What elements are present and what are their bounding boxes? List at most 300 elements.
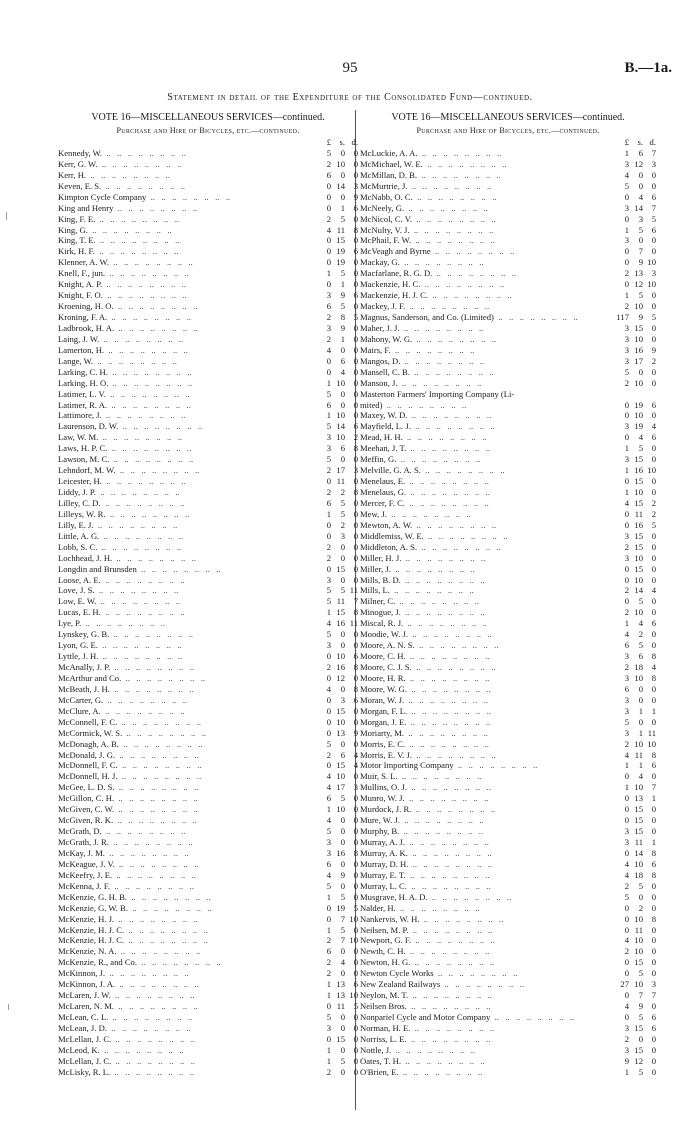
- shillings-value: 5: [638, 596, 643, 607]
- pounds-value: 0: [624, 519, 629, 530]
- pounds-value: 3: [624, 333, 629, 344]
- pounds-value: 4: [326, 771, 331, 782]
- pence-value: 4: [651, 662, 656, 672]
- shillings-value: 16: [336, 662, 345, 672]
- payee-name: McLellan, J. C. ..: [58, 1056, 312, 1067]
- table-row: [360, 564, 656, 575]
- payee-name: Maxey, W. D. ..: [360, 410, 610, 421]
- table-row: [360, 214, 656, 225]
- amount: [610, 662, 656, 673]
- pence-value: 10: [349, 990, 358, 1001]
- pounds-value: 2: [326, 1066, 331, 1077]
- table-row: [58, 323, 358, 334]
- pence-value: 0: [353, 169, 358, 180]
- table-row: [360, 257, 656, 268]
- pence-value: [643, 389, 656, 400]
- table-row: [58, 389, 358, 400]
- shillings-value: 15: [634, 530, 643, 541]
- amount: [610, 454, 656, 465]
- amount: [312, 400, 358, 411]
- payee-name: McLean, J. D. ..: [58, 1023, 312, 1034]
- table-row: [58, 509, 358, 520]
- shillings-value: 0: [340, 1022, 345, 1033]
- shillings-value: 0: [340, 738, 345, 749]
- shillings-value: 15: [336, 705, 345, 716]
- payee-name: Larking, H. O. ..: [58, 378, 312, 389]
- shillings-value: 0: [340, 344, 345, 355]
- amount: [610, 804, 656, 815]
- shillings-value: 0: [340, 683, 345, 694]
- pounds-value: 1: [624, 487, 629, 497]
- shillings-value: 15: [634, 826, 643, 837]
- pounds-value: 0: [326, 476, 331, 487]
- shillings-value: 16: [634, 519, 643, 530]
- amount: [610, 520, 656, 531]
- payee-name: Lobb, S. C. ..: [58, 542, 312, 553]
- shillings-value: 0: [340, 815, 345, 826]
- pence-value: 0: [353, 410, 358, 421]
- pence-value: 0: [651, 946, 656, 957]
- pence-value: 0: [651, 366, 656, 377]
- payee-name: McGillon, C. H. ..: [58, 793, 312, 804]
- table-row: [360, 717, 656, 728]
- amount: [312, 804, 358, 815]
- amount: [610, 935, 656, 946]
- pence-value: 0: [353, 858, 358, 869]
- table-row: [58, 367, 358, 378]
- table-row: [58, 564, 358, 575]
- shillings-value: 0: [340, 837, 345, 847]
- pounds-value: 0: [624, 563, 629, 574]
- pence-value: 0: [353, 322, 358, 333]
- table-row: [360, 739, 656, 750]
- payee-name: Latimer, L. V. ..: [58, 389, 312, 400]
- page-number: 95: [342, 60, 358, 76]
- payee-name: Oates, T. H. ..: [360, 1056, 610, 1067]
- amount: [610, 618, 656, 629]
- pence-value: 0: [651, 607, 656, 618]
- shillings-value: 15: [634, 322, 643, 333]
- pence-value: 3: [353, 782, 358, 793]
- payee-name: McNicol, C. V. ..: [360, 214, 610, 225]
- pence-value: 0: [353, 957, 358, 968]
- table-row: [58, 553, 358, 564]
- payee-name: Mackay, G. ..: [360, 257, 610, 268]
- shillings-value: 5: [638, 224, 643, 235]
- shillings-value: 7: [638, 990, 643, 1001]
- pounds-value: 6: [326, 301, 331, 312]
- pounds-value: 0: [326, 366, 331, 377]
- table-row: [58, 771, 358, 782]
- amount: [312, 268, 358, 279]
- table-row: [58, 476, 358, 487]
- pounds-value: 4: [624, 169, 629, 180]
- amount: [610, 410, 656, 421]
- pence-value: 0: [651, 1033, 656, 1044]
- pence-value: 0: [651, 1066, 656, 1077]
- shillings-value: 9: [340, 869, 345, 880]
- amount: [312, 225, 358, 236]
- shillings-value: 13: [634, 793, 643, 804]
- shillings-value: 14: [634, 847, 643, 858]
- amount: [312, 673, 358, 684]
- payee-name: Motor Importing Company ..: [360, 760, 610, 771]
- pounds-value: 3: [326, 837, 331, 847]
- shillings-value: 5: [340, 793, 345, 804]
- shillings-value: 10: [634, 607, 643, 618]
- shillings-value: 6: [340, 749, 345, 760]
- pence-value: 8: [651, 847, 656, 858]
- table-row: [58, 946, 358, 957]
- table-row: [58, 673, 358, 684]
- table-row: [360, 750, 656, 761]
- pence-value: 4: [353, 749, 358, 760]
- payee-name: Moodie, W. J. ..: [360, 629, 610, 640]
- shillings-value: 4: [638, 191, 643, 202]
- table-row: [58, 148, 358, 159]
- table-row: [360, 968, 656, 979]
- pence-value: 0: [353, 377, 358, 388]
- pence-value: 0: [353, 257, 358, 268]
- pounds-header: £: [624, 137, 629, 147]
- payee-name: Larking, C. H. ..: [58, 367, 312, 378]
- shillings-value: 0: [340, 541, 345, 552]
- shillings-value: 1: [638, 705, 643, 716]
- amount: [312, 848, 358, 859]
- pounds-value: 5: [624, 180, 629, 191]
- pence-value: 3: [353, 465, 358, 476]
- pence-value: 0: [651, 180, 656, 191]
- payee-name: Laws, H. P. C. ..: [58, 443, 312, 454]
- payee-name: King, F. E. ..: [58, 214, 312, 225]
- shillings-value: 5: [340, 1055, 345, 1066]
- pounds-value: 1: [326, 990, 331, 1001]
- payee-name: Lattimore, J. ..: [58, 410, 312, 421]
- table-row: [58, 487, 358, 498]
- amount: [312, 465, 358, 476]
- payee-name: Meffin, G. ..: [360, 454, 610, 465]
- pence-value: 10: [647, 465, 656, 476]
- amount: [312, 214, 358, 225]
- pounds-value: 1: [624, 290, 629, 301]
- pounds-value: 3: [624, 322, 629, 333]
- amount: [312, 935, 358, 946]
- shillings-value: 19: [336, 257, 345, 268]
- pounds-value: 3: [326, 1022, 331, 1033]
- table-row: [58, 400, 358, 411]
- pence-value: 0: [353, 508, 358, 519]
- shillings-value: 7: [638, 246, 643, 257]
- pounds-value: 0: [624, 793, 629, 804]
- shillings-value: 4: [638, 618, 643, 629]
- shillings-value: 0: [340, 191, 345, 202]
- payee-name: Menelaus, E. ..: [360, 476, 610, 487]
- amount: [610, 246, 656, 257]
- table-row: [58, 684, 358, 695]
- payee-name: McMichael, W. E. ..: [360, 159, 610, 170]
- payee-name: McGee, L. D. S. ..: [58, 782, 312, 793]
- pence-value: 8: [353, 662, 358, 672]
- amount: [312, 520, 358, 531]
- pence-value: 6: [353, 290, 358, 301]
- pounds-value: 2: [326, 465, 331, 476]
- shillings-value: 15: [336, 760, 345, 771]
- payee-name: Kroning, F. A. ..: [58, 312, 312, 323]
- amount: [312, 476, 358, 487]
- table-row: [58, 1034, 358, 1045]
- table-row: [360, 640, 656, 651]
- shillings-value: 4: [638, 771, 643, 782]
- pounds-value: 1: [326, 1055, 331, 1066]
- pounds-value: 6: [326, 399, 331, 410]
- pence-value: 0: [353, 301, 358, 312]
- payee-name: Longdin and Brunsden ..: [58, 564, 312, 575]
- amount: [610, 848, 656, 859]
- payee-name: Murray, A. J. ..: [360, 837, 610, 848]
- payee-name: McClure, A. ..: [58, 706, 312, 717]
- shillings-value: 5: [340, 924, 345, 935]
- pounds-value: [610, 389, 629, 400]
- payee-name: Murray, E. T. ..: [360, 870, 610, 881]
- payee-name: Murphy, B. ..: [360, 826, 610, 837]
- shillings-header: s.: [339, 137, 345, 147]
- pence-value: 4: [651, 585, 656, 596]
- pence-value: 0: [651, 935, 656, 946]
- pounds-value: 2: [326, 662, 331, 672]
- payee-name: Newton, H. G. ..: [360, 957, 610, 968]
- pounds-value: 1: [326, 268, 331, 279]
- amount: [610, 750, 656, 761]
- pounds-value: 0: [326, 257, 331, 268]
- payee-name: Liddy, J. P. ..: [58, 487, 312, 498]
- amount: [610, 684, 656, 695]
- payee-name: Mew, J. ..: [360, 509, 610, 520]
- payee-name: Lilley, C. D. ..: [58, 498, 312, 509]
- payee-name: New Zealand Railways ..: [360, 979, 610, 990]
- pence-header: d.: [351, 137, 358, 147]
- payee-name: Minogue, J. ..: [360, 607, 610, 618]
- shillings-value: 12: [634, 158, 643, 169]
- pounds-value: 0: [624, 257, 629, 268]
- shillings-value: 7: [340, 913, 345, 924]
- pounds-value: 0: [326, 246, 331, 257]
- table-row: [58, 345, 358, 356]
- payee-name: McLaren, N. M. ..: [58, 1001, 312, 1012]
- shillings-value: 19: [634, 421, 643, 432]
- pounds-value: 0: [624, 246, 629, 257]
- pounds-value: 3: [326, 432, 331, 443]
- table-row: [58, 859, 358, 870]
- amount: [610, 1023, 656, 1034]
- amount: [312, 618, 358, 629]
- pounds-value: 2: [326, 487, 331, 497]
- pounds-value: 5: [326, 880, 331, 891]
- pounds-value: 0: [624, 847, 629, 858]
- table-row: [58, 498, 358, 509]
- amount: [610, 946, 656, 957]
- pounds-value: 3: [624, 826, 629, 837]
- shillings-value: 5: [340, 213, 345, 224]
- shillings-value: 10: [634, 738, 643, 749]
- pence-value: 0: [651, 410, 656, 421]
- pence-value: 0: [353, 476, 358, 487]
- shillings-value: 15: [336, 563, 345, 574]
- table-row: [360, 203, 656, 214]
- amount: [610, 607, 656, 618]
- table-row: [360, 804, 656, 815]
- pounds-value: 0: [326, 1033, 331, 1044]
- pounds-value: 0: [624, 771, 629, 782]
- amount: [610, 914, 656, 925]
- payee-name: Leicester, H. ..: [58, 476, 312, 487]
- table-row: [58, 159, 358, 170]
- table-row: [58, 531, 358, 542]
- payee-name: Lawson, M. C. ..: [58, 454, 312, 465]
- amount: [610, 596, 656, 607]
- shillings-value: 0: [340, 147, 345, 158]
- payee-name: Manson, J. ..: [360, 378, 610, 389]
- amount: [312, 531, 358, 542]
- pence-value: 0: [651, 902, 656, 913]
- amount: [610, 1067, 656, 1078]
- shillings-value: 11: [634, 837, 643, 847]
- pence-value: 0: [353, 344, 358, 355]
- table-row: [360, 410, 656, 421]
- payee-name: Lynskey, G. B. ..: [58, 629, 312, 640]
- margin-mark: [8, 1004, 9, 1010]
- shillings-value: 10: [634, 946, 643, 957]
- table-row: [58, 706, 358, 717]
- pounds-value: 3: [624, 235, 629, 246]
- pounds-value: 6: [326, 793, 331, 804]
- amount: [312, 148, 358, 159]
- table-row: [360, 367, 656, 378]
- shillings-value: 13: [336, 727, 345, 738]
- pence-value: 0: [353, 815, 358, 826]
- payee-name: Moriarty, M. ..: [360, 728, 610, 739]
- pounds-value: 1: [624, 760, 629, 771]
- pounds-value: 4: [326, 618, 331, 629]
- table-row: [360, 181, 656, 192]
- payee-name: McDonnell, H. J. ..: [58, 771, 312, 782]
- amount: [610, 542, 656, 553]
- table-row: [360, 957, 656, 968]
- payee-name: Low, E. W. ..: [58, 596, 312, 607]
- amount: [610, 432, 656, 443]
- payee-name: McLeod, K. ..: [58, 1045, 312, 1056]
- payee-name: McKenzie, H. J. ..: [58, 914, 312, 925]
- pence-value: 0: [651, 640, 656, 651]
- payee-name: McLisky, R. L. ..: [58, 1067, 312, 1078]
- pence-value: 0: [353, 1033, 358, 1044]
- table-row: [58, 542, 358, 553]
- shillings-value: 3: [340, 530, 345, 541]
- table-row: [360, 1034, 656, 1045]
- payee-name: Morgan, J. E. ..: [360, 717, 610, 728]
- pounds-value: 6: [326, 858, 331, 869]
- pence-value: 9: [651, 344, 656, 355]
- table-row: [58, 1045, 358, 1056]
- table-row: [360, 695, 656, 706]
- payee-name: McKenzie, H. J. C. ..: [58, 935, 312, 946]
- vote-title: VOTE 16—MISCELLANEOUS SERVICES—continued.: [391, 112, 625, 123]
- shillings-value: 0: [340, 169, 345, 180]
- payee-name: Norman, H. E. ..: [360, 1023, 610, 1034]
- table-row: [58, 848, 358, 859]
- amount: [610, 181, 656, 192]
- table-row: [360, 925, 656, 936]
- shillings-value: 10: [634, 552, 643, 563]
- amount: [312, 542, 358, 553]
- shillings-value: 0: [340, 1044, 345, 1055]
- payee-name: McKenna, J. F. ..: [58, 881, 312, 892]
- pence-value: 0: [651, 563, 656, 574]
- pence-value: 0: [353, 563, 358, 574]
- shillings-value: 0: [340, 629, 345, 640]
- table-row: [360, 914, 656, 925]
- amount: [610, 815, 656, 826]
- table-row: [360, 400, 656, 411]
- amount: [610, 170, 656, 181]
- table-row: [58, 214, 358, 225]
- amount: [312, 454, 358, 465]
- payee-name: Mairs, F. ..: [360, 345, 610, 356]
- payee-name: McKeague, J. V. ..: [58, 859, 312, 870]
- shillings-value: 17: [336, 465, 345, 476]
- payee-name: Kroening, H. O. ..: [58, 301, 312, 312]
- amount: [610, 214, 656, 225]
- payee-name: Mullins, O. J. ..: [360, 782, 610, 793]
- pence-value: 8: [353, 443, 358, 454]
- amount: [610, 367, 656, 378]
- payee-name: Lye, P. ..: [58, 618, 312, 629]
- table-row: [58, 596, 358, 607]
- amount: [312, 1045, 358, 1056]
- shillings-value: 10: [634, 410, 643, 421]
- payee-name: McLellan, J. C. ..: [58, 1034, 312, 1045]
- table-row: [360, 148, 656, 159]
- shillings-value: 5: [340, 301, 345, 312]
- pounds-value: 2: [624, 662, 629, 672]
- amount: [312, 826, 358, 837]
- pounds-value: 3: [624, 158, 629, 169]
- table-row: [58, 640, 358, 651]
- pounds-value: 6: [326, 497, 331, 508]
- payee-name: Moore, H. R. ..: [360, 673, 610, 684]
- shillings-value: 0: [340, 858, 345, 869]
- shillings-value: 10: [336, 716, 345, 727]
- amount: [610, 564, 656, 575]
- pence-value: 0: [651, 596, 656, 607]
- shillings-value: 2: [638, 902, 643, 913]
- payee-name: Masterton Farmers' Importing Company (Li-: [360, 388, 515, 399]
- shillings-value: 10: [336, 432, 345, 443]
- table-row: [58, 268, 358, 279]
- shillings-value: 0: [638, 716, 643, 727]
- shillings-value: 9: [638, 1001, 643, 1012]
- shillings-value: 5: [340, 585, 345, 596]
- pounds-value: 5: [326, 826, 331, 837]
- pounds-value: 1: [624, 618, 629, 629]
- payee-name: Kimpton Cycle Company ..: [58, 192, 312, 203]
- shillings-value: 19: [336, 902, 345, 913]
- pence-value: 0: [353, 705, 358, 716]
- pence-value: 2: [651, 497, 656, 508]
- table-row: [360, 684, 656, 695]
- table-row: [58, 334, 358, 345]
- amount: [610, 1056, 656, 1067]
- table-row: [360, 618, 656, 629]
